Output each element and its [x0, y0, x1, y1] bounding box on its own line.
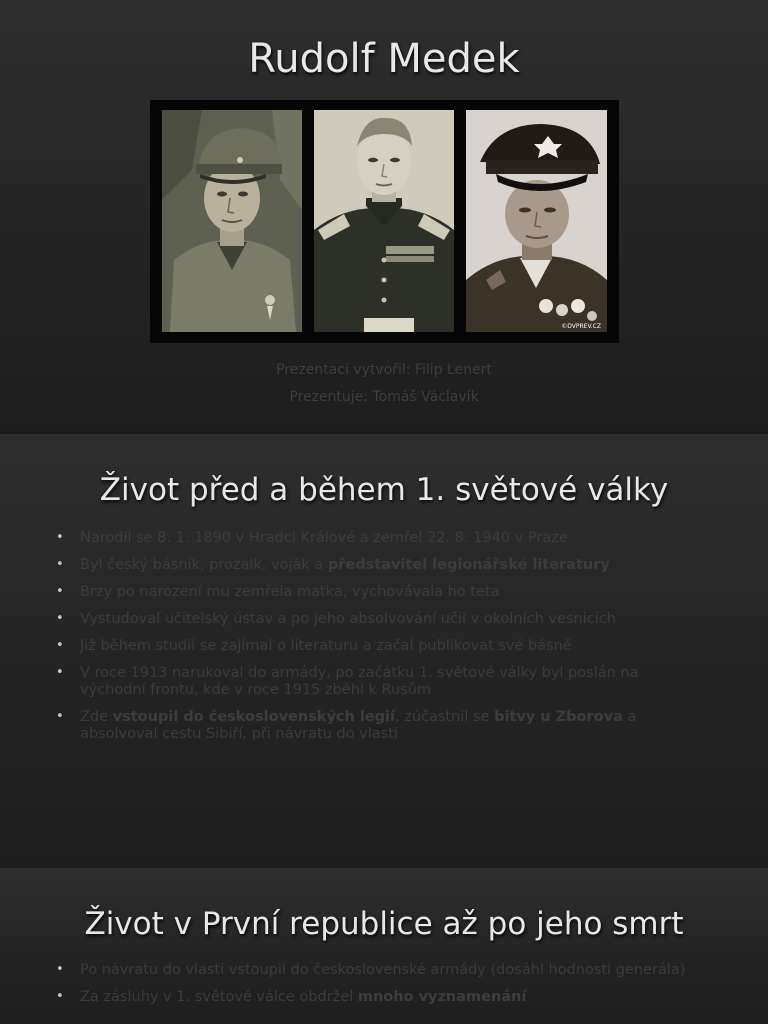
photo-watermark: ©DVPREV.CZ: [561, 323, 601, 330]
list-item: • Po návratu do vlasti vstoupil do československé armády (dosáhl hodnosti generála): [56, 962, 686, 978]
bullet-icon: •: [56, 709, 64, 724]
slide-title: Život v První republice až po jeho smrt: [84, 906, 684, 942]
portrait-young-soldier: [162, 110, 302, 332]
bullet-icon: •: [56, 638, 64, 653]
list-item: • V roce 1913 narukoval do armády, po začátku 1. světové války byl poslán na východní frontu, kde v roce 1915 zběhl k Rusům: [56, 665, 639, 698]
bullet-icon: •: [56, 611, 64, 626]
list-item: • Byl český básník, prozaik, voják a představitel legionářské literatury: [56, 557, 610, 573]
bullet-list: [56, 962, 706, 1016]
bullet-icon: •: [56, 665, 64, 680]
presentation-author: Prezentaci vytvořil: Filip Lenert: [276, 362, 492, 378]
list-item: • Vystudoval učitelský ústav a po jeho absolvování učil v okolních vesnicích: [56, 611, 616, 627]
list-item: • Narodil se 8. 1. 1890 v Hradci Králové a zemřel 22. 8. 1940 v Praze: [56, 530, 568, 546]
slide-title: Život před a během 1. světové války: [99, 472, 669, 508]
title-slide: [0, 0, 768, 432]
list-item: • Za zásluhy v 1. světové válce obdržel mnoho vyznamenání: [56, 989, 527, 1005]
content-slide-early-life: [0, 434, 768, 866]
presentation-presenter: Prezentuje: Tomáš Václavík: [289, 389, 479, 405]
list-item: • Brzy po narození mu zemřela matka, vychovávala ho teta: [56, 584, 500, 600]
bullet-list: [56, 530, 706, 753]
content-slide-first-republic: [0, 868, 768, 1024]
bullet-icon: •: [56, 584, 64, 599]
list-item: • Již během studií se zajímal o literaturu a začal publikovat své básně: [56, 638, 572, 654]
bullet-icon: •: [56, 962, 64, 977]
portrait-general-cap: [466, 110, 607, 332]
portrait-collage: [150, 100, 619, 343]
bullet-icon: •: [56, 530, 64, 545]
bullet-icon: •: [56, 989, 64, 1004]
portrait-officer-uniform: [314, 110, 454, 332]
bullet-icon: •: [56, 557, 64, 572]
list-item: • Zde vstoupil do československých legií, zúčastnil se bitvy u Zborova a absolvoval cestu Sibiří, při návratu do vlasti: [56, 709, 637, 742]
presentation-title: Rudolf Medek: [248, 36, 520, 82]
